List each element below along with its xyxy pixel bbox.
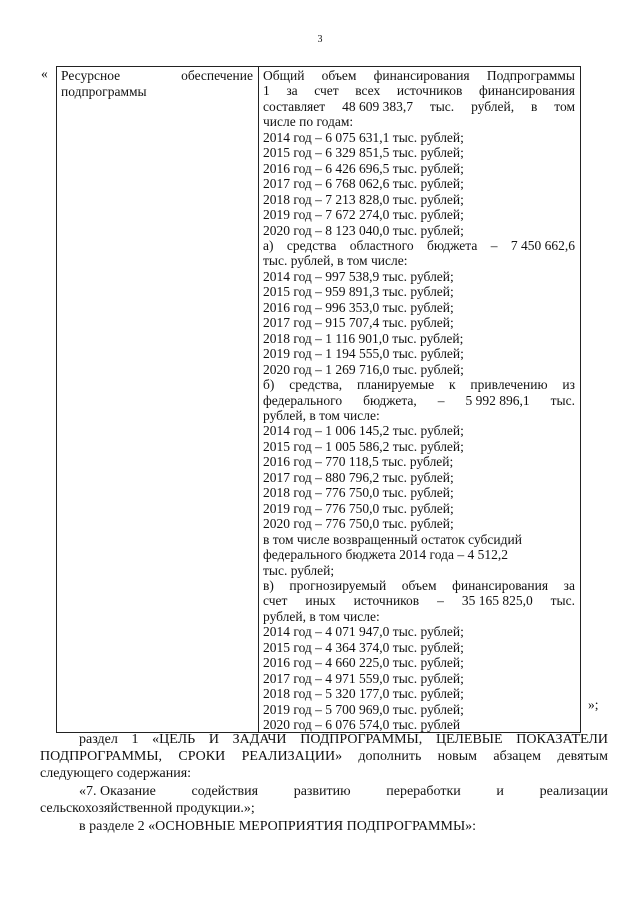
funding-word: счет	[263, 593, 288, 609]
funding-word: Подпрограммы	[486, 68, 575, 83]
total-funding-line	[263, 99, 575, 114]
paragraph-word: «ЦЕЛЬ	[152, 732, 196, 747]
funding-word: всех	[355, 83, 381, 99]
regional-year-line: 2017 год – 915 707,4 тыс. рублей;	[263, 315, 454, 331]
other-year-line: 2019 год – 5 700 969,0 тыс. рублей;	[263, 701, 464, 717]
total-year-line: 2019 год – 7 672 274,0 тыс. рублей;	[263, 207, 464, 223]
funding-word: объем	[401, 577, 437, 593]
funding-word: привлечению	[470, 377, 548, 393]
funding-word: источников	[396, 83, 463, 99]
federal-year-line: 2015 год – 1 005 586,2 тыс. рублей;	[263, 438, 464, 454]
other-year-line: 2018 год – 5 320 177,0 тыс. рублей;	[263, 686, 464, 702]
funding-word: бюджета	[426, 237, 478, 253]
label-line-2: подпрограммы	[61, 83, 147, 99]
paragraph-word: абзацем	[493, 749, 542, 764]
opening-quote-mark: «	[41, 66, 48, 81]
other-year-line: 2014 год – 4 071 947,0 тыс. рублей;	[263, 624, 464, 640]
funding-word: –	[437, 593, 444, 609]
funding-cell	[259, 67, 581, 733]
other-year-line: 2016 год – 4 660 225,0 тыс. рублей;	[263, 655, 464, 671]
other-year-line: 2020 год – 6 076 574,0 тыс. рублей	[263, 717, 461, 733]
label-cell	[57, 67, 259, 733]
funding-word: а)	[263, 237, 274, 253]
funding-word: источников	[353, 593, 420, 609]
table-row	[57, 67, 581, 733]
paragraph-word: ПОДПРОГРАММЫ,	[40, 749, 163, 764]
closing-quote-mark: »;	[588, 697, 599, 712]
paragraph-word: ПОДПРОГРАММЫ,	[300, 732, 423, 747]
funding-word: счет	[314, 83, 339, 99]
funding-word: 5 992 896,1	[465, 392, 530, 408]
total-year-line: 2016 год – 6 426 696,5 тыс. рублей;	[263, 160, 464, 176]
funding-word: 7 450 662,6	[510, 237, 575, 253]
total-funding-line	[263, 83, 575, 98]
funding-word: тыс.	[550, 392, 575, 408]
paragraph-line: сельскохозяйственной продукции.»;	[40, 801, 255, 816]
funding-word: б)	[263, 377, 275, 393]
funding-word: рублей,	[471, 98, 515, 114]
funding-word: 48 609 383,7	[342, 98, 413, 114]
federal-year-line: 2019 год – 776 750,0 тыс. рублей;	[263, 500, 454, 516]
federal-year-line: 2018 год – 776 750,0 тыс. рублей;	[263, 485, 454, 501]
regional-year-line: 2019 год – 1 194 555,0 тыс. рублей;	[263, 346, 464, 362]
federal-year-line: 2016 год – 770 118,5 тыс. рублей;	[263, 454, 454, 470]
resource-support-table	[56, 66, 581, 733]
funding-word: том	[554, 98, 575, 114]
other-sources-line	[263, 593, 575, 608]
funding-word: планируемые	[356, 377, 435, 393]
funding-word: –	[437, 392, 445, 408]
paragraph-word: «7. Оказание	[79, 784, 156, 799]
returned-subsidy-line: федерального бюджета 2014 года – 4 512,2	[263, 547, 508, 563]
federal-budget-line	[263, 393, 575, 408]
other-sources-line	[263, 578, 575, 593]
funding-word: за	[286, 83, 298, 99]
label-line-1	[61, 68, 253, 84]
paragraph-word: ЗАДАЧИ	[232, 732, 287, 747]
paragraph-word: ЦЕЛЕВЫЕ	[435, 732, 503, 747]
funding-content	[263, 68, 575, 732]
total-year-line: 2017 год – 6 768 062,6 тыс. рублей;	[263, 176, 464, 192]
paragraph-word: переработки	[386, 784, 461, 799]
federal-budget-line: рублей, в том числе:	[263, 407, 380, 423]
funding-word: –	[490, 237, 498, 253]
funding-word: средства	[286, 237, 337, 253]
federal-year-line: 2020 год – 776 750,0 тыс. рублей;	[263, 516, 454, 532]
funding-word: 1	[263, 83, 270, 99]
paragraph-word: содействия	[191, 784, 259, 799]
paragraph-word: И	[208, 732, 219, 747]
funding-word: финансирования	[452, 577, 549, 593]
amendment-paragraph-3: в разделе 2 «ОСНОВНЫЕ МЕРОПРИЯТИЯ ПОДПРОГРАММЫ»:	[79, 819, 477, 834]
funding-word: в	[530, 98, 538, 114]
federal-budget-line	[263, 377, 575, 392]
paragraph-word: реализации	[539, 784, 608, 799]
funding-word: федерального	[263, 392, 343, 408]
returned-subsidy-line: тыс. рублей;	[263, 562, 335, 578]
returned-subsidy-line: в том числе возвращенный остаток субсидий	[263, 531, 522, 547]
funding-word: финансирования	[478, 83, 575, 99]
funding-word: тыс.	[550, 593, 575, 609]
total-year-line: 2014 год – 6 075 631,1 тыс. рублей;	[263, 129, 464, 145]
total-year-line: 2020 год – 8 123 040,0 тыс. рублей;	[263, 222, 464, 238]
paragraph-word: ПОКАЗАТЕЛИ	[516, 732, 608, 747]
regional-budget-line	[263, 238, 575, 253]
paragraph-word: дополнить	[358, 749, 422, 764]
funding-word: за	[563, 577, 575, 593]
funding-word: иных	[305, 593, 336, 609]
regional-budget-line: тыс. рублей, в том числе:	[263, 253, 408, 269]
funding-word: в)	[263, 577, 274, 593]
total-year-line: 2018 год – 7 213 828,0 тыс. рублей;	[263, 191, 464, 207]
funding-word: к	[449, 377, 456, 393]
paragraph-word: новым	[437, 749, 478, 764]
amendment-paragraph-1	[40, 731, 608, 782]
regional-year-line: 2016 год – 996 353,0 тыс. рублей;	[263, 299, 454, 315]
paragraph-word: СРОКИ	[178, 749, 226, 764]
regional-year-line: 2018 год – 1 116 901,0 тыс. рублей;	[263, 330, 464, 346]
funding-word: бюджета,	[363, 392, 417, 408]
funding-word: тыс.	[429, 98, 455, 114]
total-funding-line: числе по годам:	[263, 114, 354, 130]
label-word: Ресурсное	[61, 68, 121, 83]
funding-word: областного	[349, 237, 414, 253]
other-year-line: 2015 год – 4 364 374,0 тыс. рублей;	[263, 639, 464, 655]
regional-year-line: 2014 год – 997 538,9 тыс. рублей;	[263, 268, 454, 284]
amendment-paragraph-2	[40, 783, 608, 817]
page-number: 3	[317, 34, 323, 45]
paragraph-line	[40, 783, 608, 800]
paragraph-line	[40, 731, 608, 748]
funding-word: Общий	[263, 68, 305, 83]
regional-year-line: 2020 год – 1 269 716,0 тыс. рублей;	[263, 361, 464, 377]
other-year-line: 2017 год – 4 971 559,0 тыс. рублей;	[263, 670, 464, 686]
funding-word: средства,	[289, 377, 343, 393]
paragraph-word: РЕАЛИЗАЦИИ»	[241, 749, 343, 764]
funding-word: объем	[321, 68, 357, 83]
paragraph-word: и	[496, 784, 504, 799]
paragraph-line: следующего содержания:	[40, 766, 192, 781]
regional-year-line: 2015 год – 959 891,3 тыс. рублей;	[263, 284, 454, 300]
funding-word: финансирования	[373, 68, 470, 83]
total-funding-line	[263, 68, 575, 83]
federal-year-line: 2014 год – 1 006 145,2 тыс. рублей;	[263, 423, 464, 439]
funding-word: составляет	[263, 98, 326, 114]
funding-word: из	[562, 377, 575, 393]
other-sources-line: рублей, в том числе:	[263, 608, 380, 624]
paragraph-word: девятым	[557, 749, 608, 764]
total-year-line: 2015 год – 6 329 851,5 тыс. рублей;	[263, 145, 464, 161]
label-word: обеспечение	[181, 68, 253, 83]
paragraph-word: раздел	[79, 732, 118, 747]
paragraph-line	[40, 748, 608, 765]
paragraph-word: 1	[131, 732, 139, 747]
federal-year-line: 2017 год – 880 796,2 тыс. рублей;	[263, 469, 454, 485]
paragraph-word: развитию	[293, 784, 351, 799]
funding-word: прогнозируемый	[289, 577, 387, 593]
funding-word: 35 165 825,0	[461, 593, 533, 609]
